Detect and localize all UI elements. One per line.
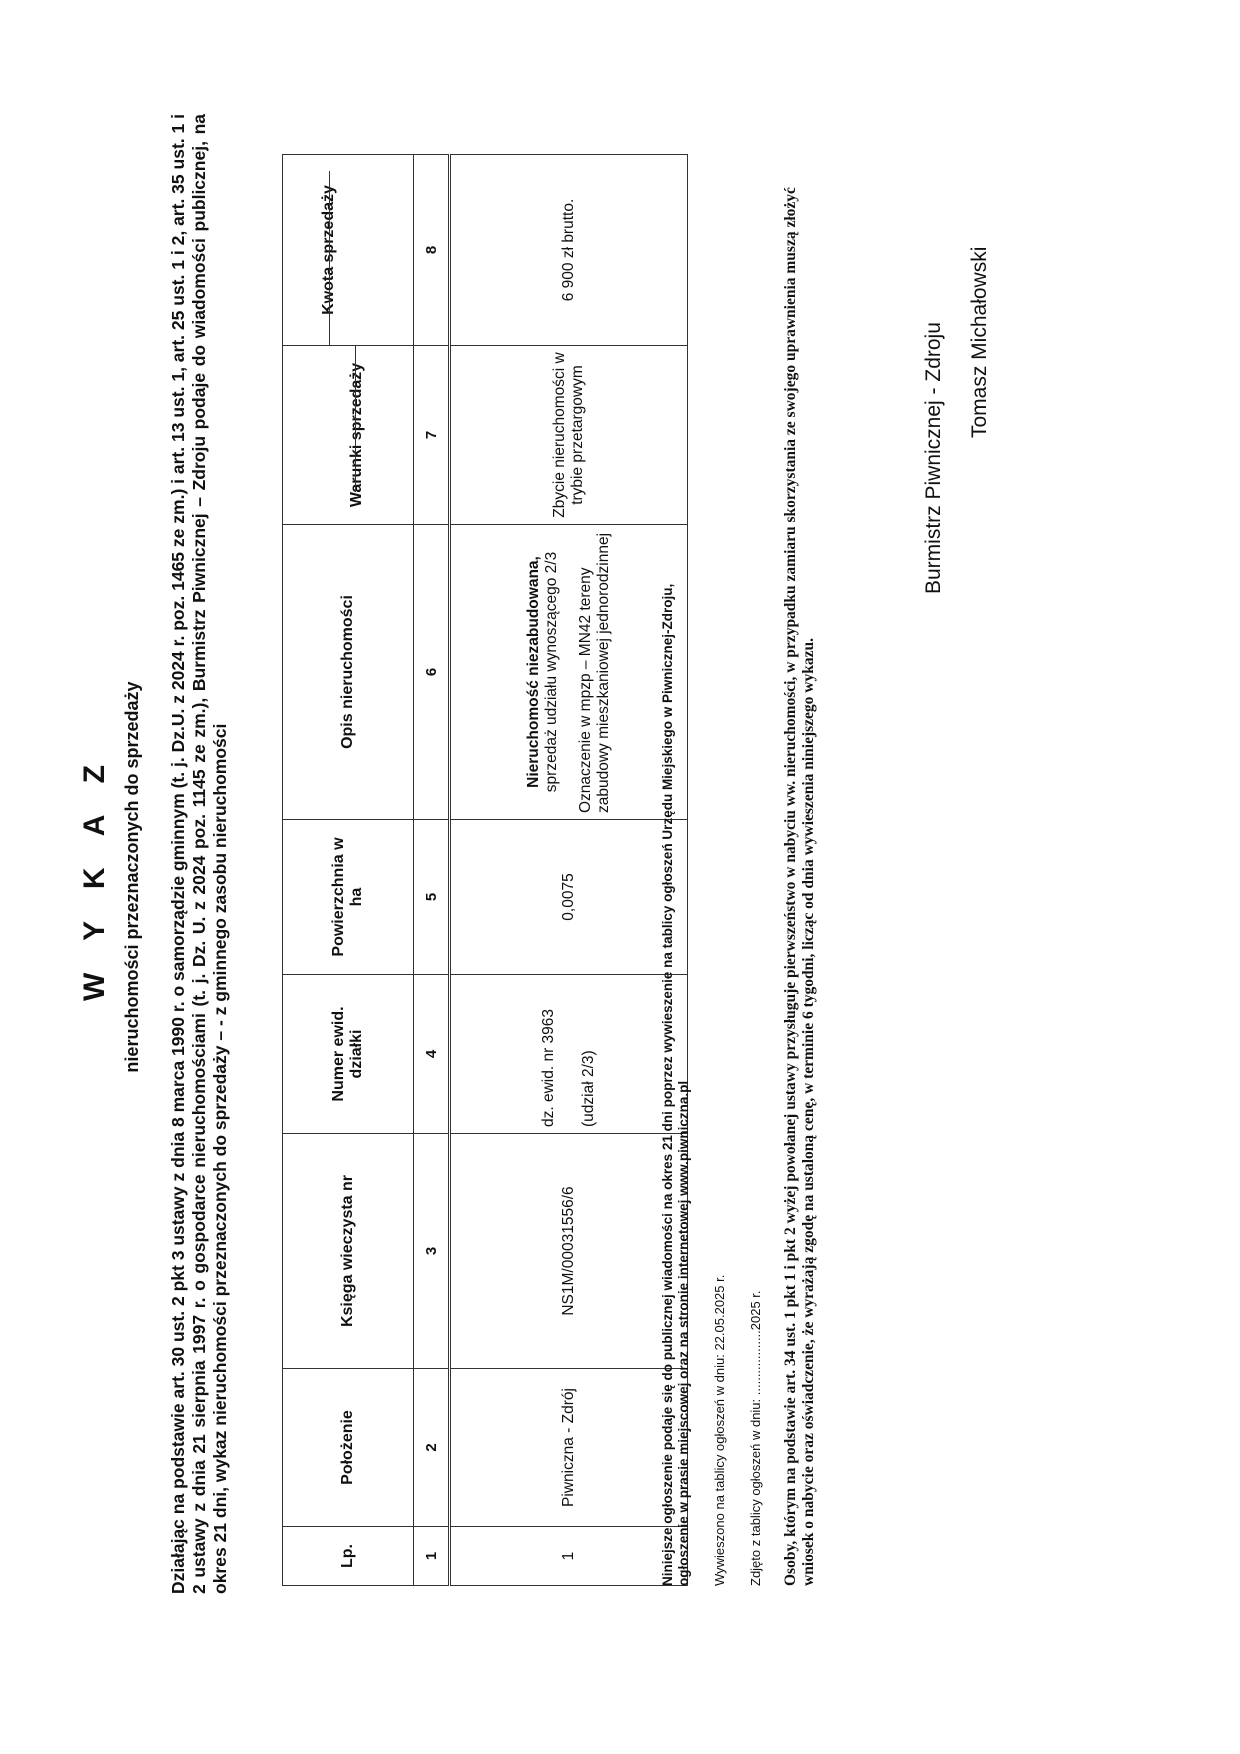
cell-opis-mpzp: Oznaczenie w mpzp – MN42 tereny zabudowy mieszkaniowej jednorodzinnej <box>577 532 612 813</box>
header-opis: Opis nieruchomości <box>283 525 414 820</box>
column-number: 2 <box>414 1369 450 1527</box>
cell-opis <box>450 525 688 820</box>
column-number: 1 <box>414 1527 450 1586</box>
header-powierzchnia: Powierzchnia w ha <box>283 820 414 975</box>
property-table <box>282 154 688 1586</box>
signature-title: Burmistrz Piwnicznej - Zdroju <box>922 322 945 594</box>
header-warunki <box>283 346 414 525</box>
header-kwota-label: Kwota sprzedaży <box>320 185 337 315</box>
document-subtitle: nieruchomości przeznaczonych do sprzedaży <box>122 681 142 1073</box>
signature-name: Tomasz Michałowski <box>968 246 991 438</box>
publication-notice <box>660 186 692 1586</box>
cell-udzial: (udział 2/3) <box>580 1050 597 1127</box>
column-number: 3 <box>414 1134 450 1369</box>
cell-opis-bold: Nieruchomość niezabudowana, <box>525 556 542 788</box>
column-number: 5 <box>414 820 450 975</box>
cell-numer-value: dz. ewid. nr 3963 <box>540 1008 557 1127</box>
column-number: 6 <box>414 525 450 820</box>
cell-lp: 1 <box>450 1527 688 1586</box>
posted-date: Wywieszono na tablicy ogłoszeń w dniu: 22.05.2025 r. <box>712 1274 727 1586</box>
cell-opis-rest: sprzedaż udziału wynoszącego 2/3 <box>543 551 560 793</box>
header-polozenie: Położenie <box>283 1369 414 1527</box>
table-row <box>450 155 688 1586</box>
removed-date: Zdjęto z tablicy ogłoszeń w dniu: ..................2025 r. <box>748 1290 763 1586</box>
column-number: 7 <box>414 346 450 525</box>
header-warunki-label: Warunki sprzedaży <box>348 362 365 508</box>
header-lp: Lp. <box>283 1527 414 1586</box>
column-number: 4 <box>414 975 450 1134</box>
header-warunki-divider <box>355 346 356 492</box>
cell-ksiega: NS1M/00031556/6 <box>450 1134 688 1369</box>
priority-persons-paragraph: Osoby, którym na podstawie art. 34 ust. 1 pkt 1 i pkt 2 wyżej powołanej ustawy przysługuje pierwszeństwo w nabyciu ww. nieruchomości, w przypadku zamiaru skorzystania ze swojego uprawnienia muszą złożyć wniosek o nabycie oraz oświadczenie, że wyrażają zgodę na ustaloną cenę, w terminie 6 tygodni, licząc od dnia wywieszenia niniejszego wykazu. <box>782 187 817 1586</box>
header-ksiega: Księga wieczysta nr <box>283 1134 414 1369</box>
header-kwota <box>283 155 414 346</box>
header-kwota-divider <box>329 171 330 345</box>
column-number-row <box>414 155 450 1586</box>
cell-polozenie: Piwniczna - Zdrój <box>450 1369 688 1527</box>
notice-line-1: Niniejsze ogłoszenie podaje się do publicznej wiadomości na okres 21 dni poprzez wywieszenie na tablicy ogłoszeń Urzędu Miejskiego w Piwnicznej-Zdroju, <box>660 583 675 1586</box>
document-title: W Y K A Z <box>78 753 111 1002</box>
cell-powierzchnia: 0,0075 <box>450 820 688 975</box>
cell-warunki: Zbycie nieruchomości w trybie przetargowym <box>450 346 688 525</box>
cell-kwota: 6 900 zł brutto. <box>450 155 688 346</box>
intro-paragraph: Działając na podstawie art. 30 ust. 2 pkt 3 ustawy z dnia 8 marca 1990 r. o samorządzie gminnym (t. j. Dz.U. z 2024 r. poz. 1465 ze zm.) i art. 13 ust. 1, art. 25 ust. 1 i 2, art. 35 ust. 1 i 2 ustawy z dnia 21 sierpnia 1997 r. o gospodarce nieruchomościami (t. j. Dz. U. z 2024 poz. 1145 ze zm.), Burmistrz Piwnicznej – Zdroju podaje do wiadomości publicznej, na okres 21 dni, wykaz nieruchomości przeznaczonych do sprzedaży – - z gminnego zasobu nieruchomości <box>168 114 230 1594</box>
table-header-row <box>283 155 414 1586</box>
notice-line-2: ogłoszenie w prasie miejscowej oraz na stronie internetowej www.piwniczna.pl <box>676 1080 691 1586</box>
column-number: 8 <box>414 155 450 346</box>
cell-numer <box>450 975 688 1134</box>
header-numer: Numer ewid. działki <box>283 975 414 1134</box>
